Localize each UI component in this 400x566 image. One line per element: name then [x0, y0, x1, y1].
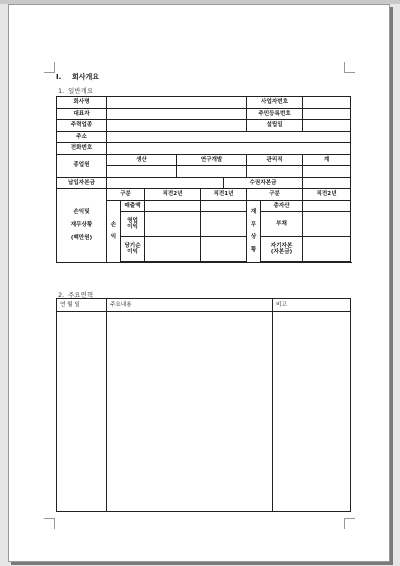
label-total-assets: 총자산	[261, 200, 303, 212]
label-company-name: 회사명	[57, 97, 107, 109]
label-op-income	[121, 212, 145, 237]
value-emp-total[interactable]	[303, 166, 351, 178]
header-pl-prev1: 직전1년	[201, 189, 247, 201]
label-equity	[261, 237, 303, 262]
label-bs-group	[247, 200, 261, 263]
label-address: 주소	[57, 131, 107, 143]
label-bs-char4: 황	[250, 247, 257, 254]
crop-mark-bottom-left	[44, 518, 55, 529]
label-biz-reg-no: 사업자번호	[247, 97, 303, 109]
label-equity-line1: 자기자본	[270, 242, 293, 249]
history-date-cell[interactable]	[57, 312, 107, 512]
history-content-cell[interactable]	[107, 312, 273, 512]
label-op-income-line1: 영업	[127, 217, 138, 224]
label-established: 설립일	[247, 120, 303, 132]
spacer-pl	[121, 262, 247, 263]
value-op-income-prev1[interactable]	[201, 212, 247, 237]
value-net-income-prev2[interactable]	[145, 237, 201, 262]
header-emp-total: 계	[303, 154, 351, 166]
label-net-income-line1: 당기순	[124, 242, 141, 249]
header-bs-gubun: 구분	[247, 189, 303, 201]
header-history-note: 비고	[273, 299, 351, 312]
label-pl-char2: 익	[110, 234, 117, 241]
label-financial-status-line2: 재무상황	[70, 222, 93, 229]
value-sales-prev2[interactable]	[145, 200, 201, 212]
label-pl-group	[107, 200, 121, 263]
value-op-income-prev2[interactable]	[145, 212, 201, 237]
crop-mark-top-right	[344, 62, 355, 73]
header-history-date: 연 월 일	[57, 299, 107, 312]
value-ceo[interactable]	[107, 108, 247, 120]
header-history-content: 주요내용	[107, 299, 273, 312]
section-number: I.	[56, 73, 62, 81]
subsection-history-number: 2.	[58, 291, 65, 299]
label-bs-char1: 재	[250, 208, 257, 215]
header-bs-prev2: 직전2년	[303, 189, 351, 201]
value-emp-production[interactable]	[107, 166, 177, 178]
label-employees: 종업원	[57, 154, 107, 177]
value-company-name[interactable]	[107, 97, 247, 109]
header-emp-admin: 관리직	[247, 154, 303, 166]
label-liabilities: 부채	[261, 212, 303, 237]
label-net-income	[121, 237, 145, 262]
label-financial-status	[57, 189, 107, 263]
label-net-income-line2: 이익	[127, 249, 138, 255]
history-note-cell[interactable]	[273, 312, 351, 512]
value-emp-rnd[interactable]	[177, 166, 247, 178]
label-op-income-line2: 이익	[127, 224, 138, 230]
value-total-assets-prev2[interactable]	[303, 200, 351, 212]
value-main-business[interactable]	[107, 120, 247, 132]
value-liabilities-prev2[interactable]	[303, 212, 351, 237]
label-ceo: 대표자	[57, 108, 107, 120]
label-bs-char3: 상	[250, 234, 257, 241]
value-auth-capital[interactable]	[303, 177, 351, 189]
crop-mark-top-left	[44, 62, 55, 73]
value-equity-prev2[interactable]	[303, 237, 351, 262]
label-financial-status-unit: (백만원)	[70, 235, 93, 242]
label-sales: 매출액	[121, 200, 145, 212]
label-equity-line2: (자본금)	[270, 249, 293, 255]
header-emp-rnd: 연구개발	[177, 154, 247, 166]
value-established[interactable]	[303, 120, 351, 132]
history-table	[56, 298, 351, 512]
section-heading	[56, 72, 99, 82]
label-corp-reg-no: 주민등록번호	[247, 108, 303, 120]
subsection-general	[58, 86, 93, 95]
label-paid-capital: 납입자본금	[57, 177, 107, 189]
value-net-income-prev1[interactable]	[201, 237, 247, 262]
label-bs-char2: 무	[250, 221, 257, 228]
header-pl-gubun: 구분	[107, 189, 145, 201]
section-title: 회사개요	[72, 73, 100, 81]
value-phone[interactable]	[107, 143, 351, 155]
header-pl-prev2: 직전2년	[145, 189, 201, 201]
label-pl-char1: 손	[110, 221, 117, 228]
label-phone: 전화번호	[57, 143, 107, 155]
crop-mark-bottom-right	[344, 518, 355, 529]
header-emp-production: 생산	[107, 154, 177, 166]
label-main-business: 주력업종	[57, 120, 107, 132]
value-paid-capital[interactable]	[107, 177, 224, 189]
spacer-bs	[261, 262, 351, 263]
subsection-general-number: 1.	[58, 87, 65, 95]
label-auth-capital: 수권자본금	[224, 177, 303, 189]
value-biz-reg-no[interactable]	[303, 97, 351, 109]
value-emp-admin[interactable]	[247, 166, 303, 178]
subsection-general-title: 일반개요	[68, 87, 94, 95]
value-sales-prev1[interactable]	[201, 200, 247, 212]
subsection-history-title: 주요연혁	[68, 291, 94, 299]
company-overview-table	[56, 96, 351, 263]
label-financial-status-line1: 손익및	[73, 209, 90, 216]
value-corp-reg-no[interactable]	[303, 108, 351, 120]
value-address[interactable]	[107, 131, 351, 143]
